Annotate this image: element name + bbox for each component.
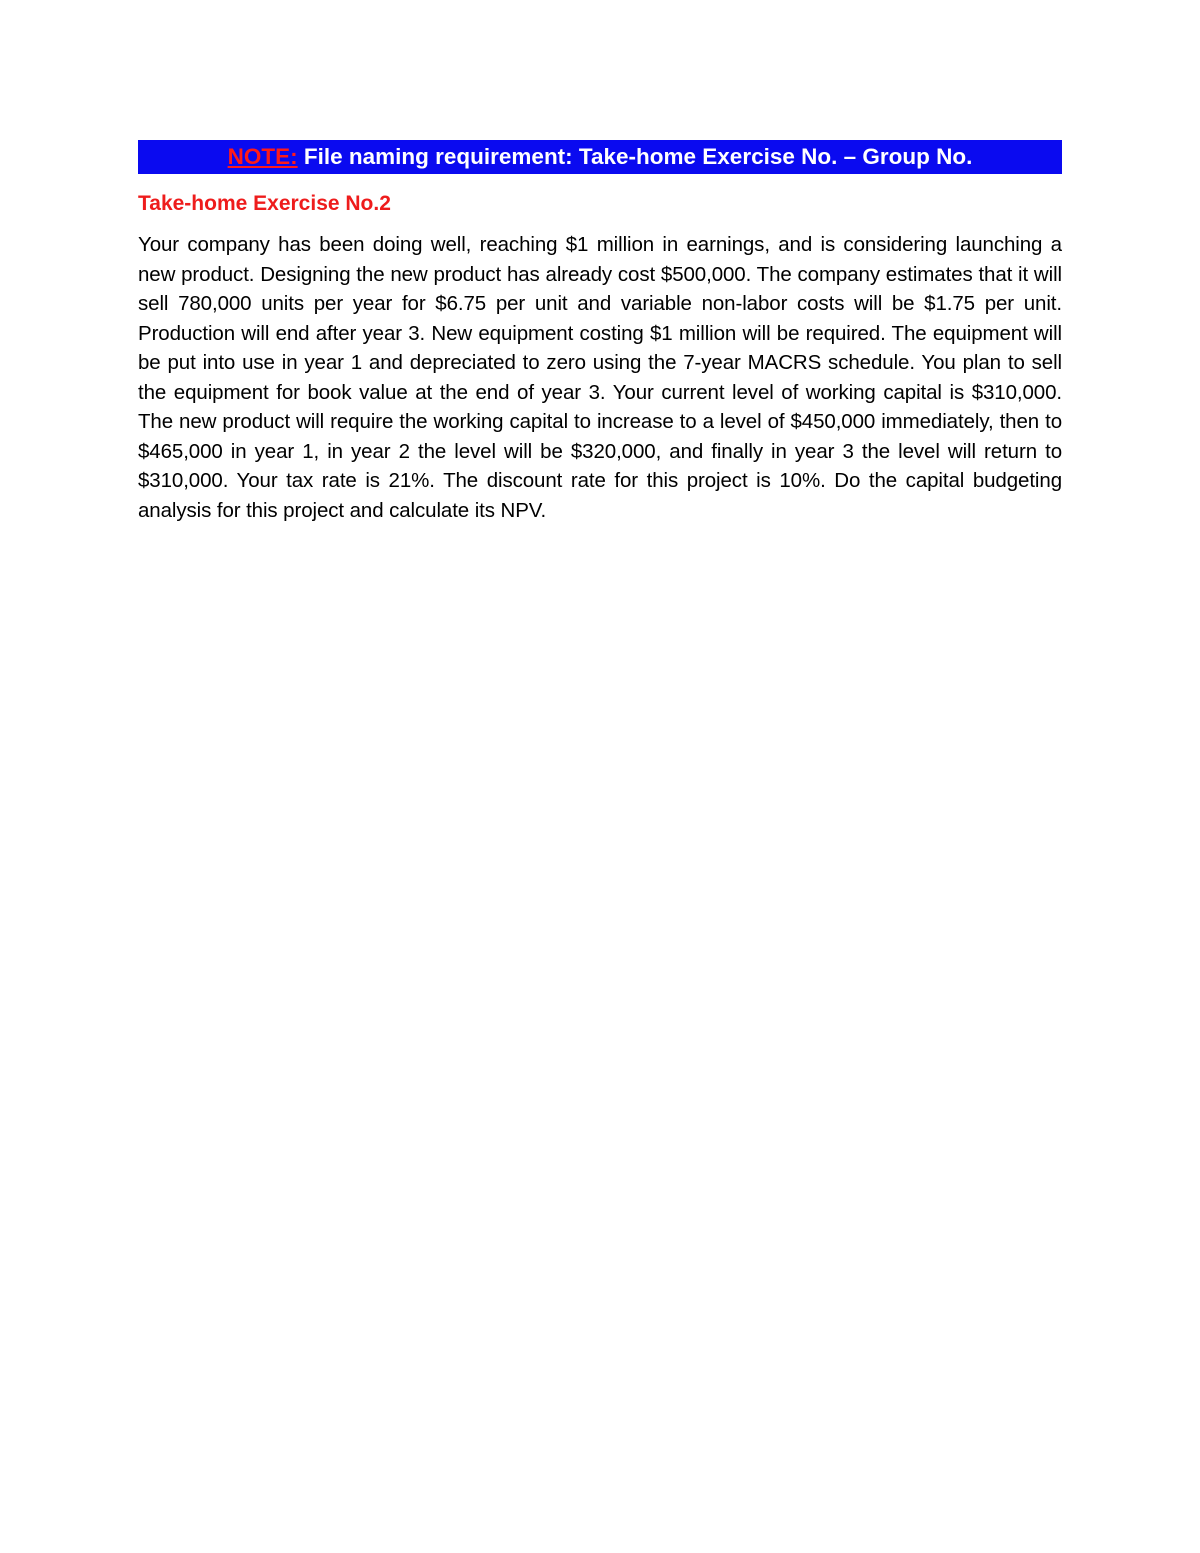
- file-naming-note-banner: [138, 140, 1062, 174]
- exercise-body: Your company has been doing well, reaching $1 million in earnings, and is considering launching a new product. Designing the new product has already cost $500,000. The company estimates that it will sell 780,000 units per year for $6.75 per unit and variable non-labor costs will be $1.75 per unit. Production will end after year 3. New equipment costing $1 million will be required. The equipment will be put into use in year 1 and depreciated to zero using the 7-year MACRS schedule. You plan to sell the equipment for book value at the end of year 3. Your current level of working capital is $310,000. The new product will require the working capital to increase to a level of $450,000 immediately, then to $465,000 in year 1, in year 2 the level will be $320,000, and finally in year 3 the level will return to $310,000. Your tax rate is 21%. The discount rate for this project is 10%. Do the capital budgeting analysis for this project and calculate its NPV.: [138, 233, 1062, 522]
- note-text: File naming requirement: Take-home Exercise No. – Group No.: [297, 144, 973, 169]
- exercise-title: Take-home Exercise No.2: [138, 192, 391, 215]
- note-label: NOTE:: [227, 144, 298, 169]
- document-page: [138, 140, 1062, 546]
